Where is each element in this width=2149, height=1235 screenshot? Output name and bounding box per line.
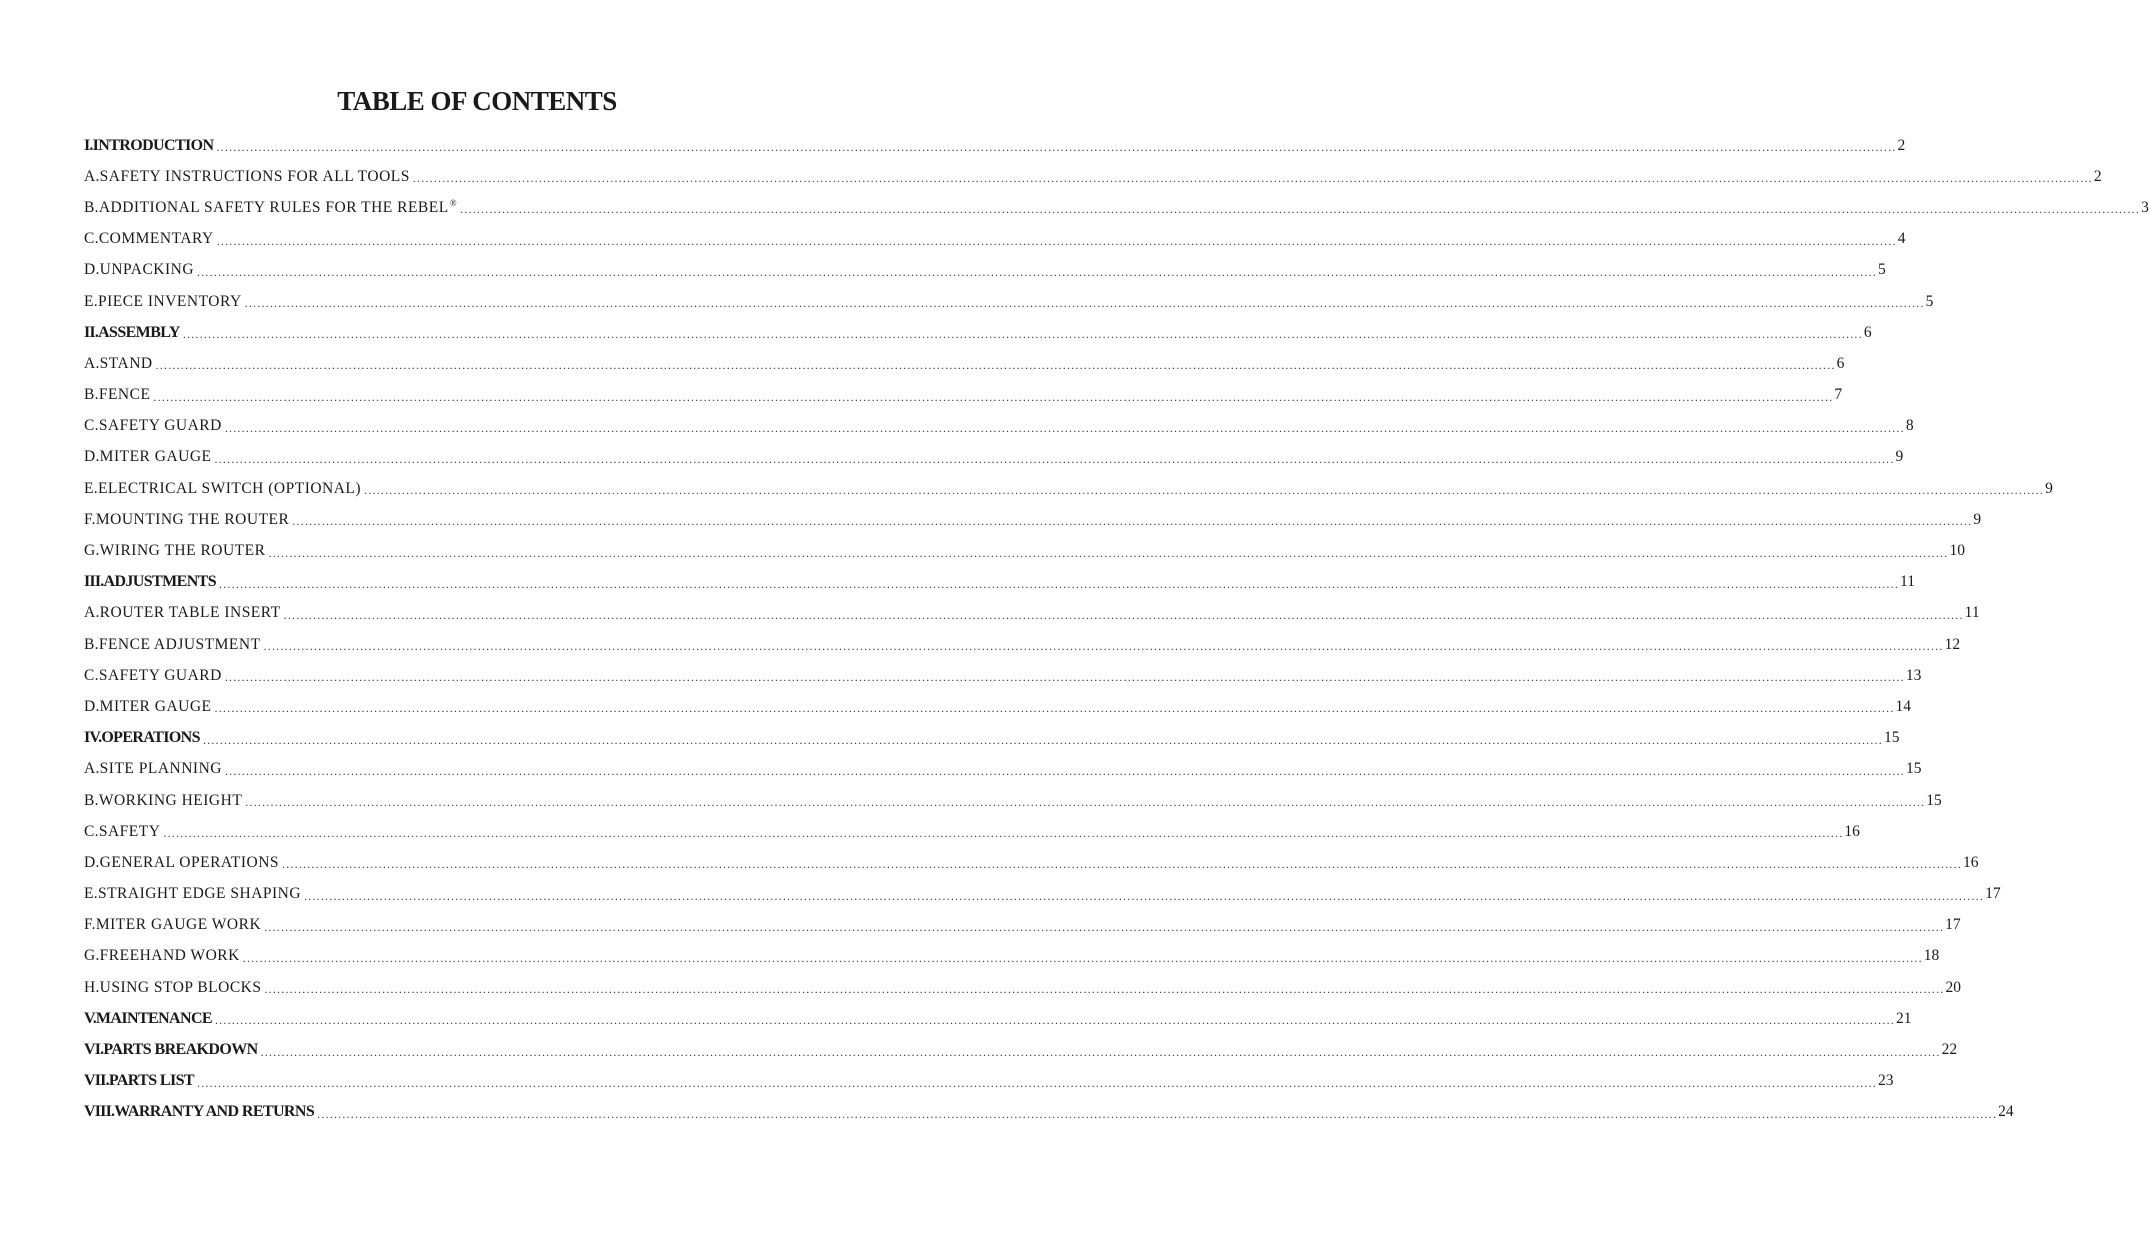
subsection-title — [99, 198, 457, 217]
page-number: 17 — [1985, 885, 2001, 903]
toc-section-entry[interactable] — [84, 723, 1900, 754]
subsection-title-text: SAFETY GUARD — [98, 666, 222, 684]
subsection-title — [100, 261, 194, 279]
page-number: 23 — [1878, 1072, 1894, 1090]
dot-leader: ................................................................................................................................................................................................................................................................................................................................................................................................................ — [163, 826, 1844, 841]
subsection-letter: A. — [84, 354, 100, 372]
dot-leader: ................................................................................................................................................................................................................................................................................................................................................................................................................ — [282, 857, 1963, 872]
toc-subsection-entry[interactable] — [84, 504, 1982, 535]
subsection-title — [100, 698, 212, 716]
subsection-letter: D. — [84, 697, 100, 715]
dot-leader: ................................................................................................................................................................................................................................................................................................................................................................................................................ — [317, 1106, 1998, 1121]
toc-subsection-entry[interactable] — [84, 411, 1914, 442]
page-number: 10 — [1949, 542, 1965, 560]
dot-leader: ................................................................................................................................................................................................................................................................................................................................................................................................................ — [283, 607, 1964, 622]
dot-leader: ................................................................................................................................................................................................................................................................................................................................................................................................................ — [202, 732, 1883, 747]
page-number: 21 — [1895, 1009, 1912, 1027]
subsection-title-text: SAFETY — [98, 822, 161, 840]
toc-subsection-entry[interactable] — [84, 816, 1860, 847]
page-number: 13 — [1905, 666, 1922, 684]
toc-subsection-entry[interactable] — [84, 286, 1934, 317]
page-number: 6 — [1836, 354, 1845, 372]
page-number: 5 — [1925, 292, 1934, 310]
toc-section-entry[interactable] — [84, 130, 1906, 161]
dot-leader: ................................................................................................................................................................................................................................................................................................................................................................................................................ — [224, 420, 1905, 435]
toc-subsection-entry[interactable] — [84, 161, 2102, 192]
section-numeral: V. — [84, 1009, 96, 1027]
section-title: MAINTENANCE — [95, 1009, 212, 1027]
subsection-title-text: MITER GAUGE WORK — [95, 916, 262, 934]
toc-subsection-entry[interactable] — [84, 691, 1912, 722]
page-number: 24 — [1998, 1103, 2014, 1121]
dot-leader: ................................................................................................................................................................................................................................................................................................................................................................................................................ — [214, 701, 1895, 716]
dot-leader: ................................................................................................................................................................................................................................................................................................................................................................................................................ — [224, 763, 1905, 778]
subsection-title — [96, 511, 289, 529]
page-number: 18 — [1923, 947, 1940, 965]
section-title: OPERATIONS — [101, 729, 200, 747]
page-number: 7 — [1834, 386, 1843, 404]
dot-leader: ................................................................................................................................................................................................................................................................................................................................................................................................................ — [216, 233, 1897, 248]
dot-leader: ................................................................................................................................................................................................................................................................................................................................................................................................................ — [412, 171, 2093, 186]
toc-subsection-entry[interactable] — [84, 847, 1979, 878]
section-numeral: II. — [84, 323, 99, 341]
dot-leader: ................................................................................................................................................................................................................................................................................................................................................................................................................ — [214, 451, 1895, 466]
page-number: 20 — [1945, 978, 1961, 996]
toc-subsection-entry[interactable] — [84, 224, 1906, 255]
toc-subsection-entry[interactable] — [84, 660, 1922, 691]
subsection-title — [99, 636, 261, 654]
dot-leader: ................................................................................................................................................................................................................................................................................................................................................................................................................ — [214, 1013, 1895, 1028]
subsection-title — [100, 854, 279, 872]
dot-leader: ................................................................................................................................................................................................................................................................................................................................................................................................................ — [264, 919, 1945, 934]
table-of-contents — [84, 130, 2149, 1128]
dot-leader: ................................................................................................................................................................................................................................................................................................................................................................................................................ — [263, 639, 1944, 654]
subsection-title-text: USING STOP BLOCKS — [99, 978, 262, 996]
subsection-title-text: SAFETY INSTRUCTIONS FOR ALL TOOLS — [99, 167, 410, 185]
toc-section-entry[interactable] — [84, 1034, 1958, 1065]
page-number: 11 — [1900, 573, 1915, 591]
page-number: 12 — [1944, 635, 1961, 653]
subsection-title-text: COMMENTARY — [98, 230, 214, 248]
subsection-title — [99, 667, 222, 685]
dot-leader: ................................................................................................................................................................................................................................................................................................................................................................................................................ — [197, 264, 1878, 279]
subsection-title — [98, 885, 301, 903]
section-numeral: III. — [84, 573, 104, 591]
subsection-letter: F. — [84, 510, 96, 528]
section-numeral: VIII. — [84, 1103, 115, 1121]
toc-section-entry[interactable] — [84, 1003, 1912, 1034]
toc-section-entry[interactable] — [84, 567, 1915, 598]
toc-subsection-entry[interactable] — [84, 785, 1942, 816]
subsection-title-text: FENCE — [98, 386, 151, 404]
dot-leader: ................................................................................................................................................................................................................................................................................................................................................................................................................ — [182, 327, 1863, 342]
toc-subsection-entry[interactable] — [84, 598, 1980, 629]
toc-subsection-entry[interactable] — [84, 348, 1845, 379]
toc-subsection-entry[interactable] — [84, 910, 1961, 941]
toc-subsection-entry[interactable] — [84, 442, 1904, 473]
subsection-title-text: ADDITIONAL SAFETY RULES FOR THE REBEL — [98, 199, 449, 217]
subsection-letter: G. — [84, 542, 100, 560]
section-title: ASSEMBLY — [98, 323, 180, 341]
page-number: 15 — [1926, 791, 1942, 809]
dot-leader: ................................................................................................................................................................................................................................................................................................................................................................................................................ — [460, 202, 2141, 217]
page-number: 2 — [1897, 136, 1906, 154]
subsection-letter: D. — [84, 261, 100, 279]
subsection-letter: B. — [84, 198, 99, 216]
section-title: WARRANTY AND RETURNS — [114, 1103, 315, 1121]
page-number: 16 — [1963, 853, 1979, 871]
toc-subsection-entry[interactable] — [84, 535, 1965, 566]
toc-section-entry[interactable] — [84, 1066, 1894, 1097]
page-number: 22 — [1941, 1041, 1958, 1059]
subsection-letter: A. — [84, 760, 100, 778]
section-numeral: VI. — [84, 1041, 104, 1059]
registered-mark: ® — [449, 198, 458, 209]
subsection-title — [100, 542, 266, 560]
page-number: 6 — [1863, 323, 1872, 341]
subsection-title-text: ELECTRICAL SWITCH (OPTIONAL) — [97, 479, 362, 497]
page-number: 5 — [1878, 261, 1886, 279]
toc-subsection-entry[interactable] — [84, 255, 1886, 286]
dot-leader: ................................................................................................................................................................................................................................................................................................................................................................................................................ — [292, 514, 1973, 529]
page-number: 9 — [1973, 510, 1982, 528]
subsection-title-text: SITE PLANNING — [99, 760, 222, 778]
dot-leader: ................................................................................................................................................................................................................................................................................................................................................................................................................ — [268, 545, 1949, 560]
subsection-letter: C. — [84, 822, 99, 840]
subsection-title-text: MITER GAUGE — [99, 697, 212, 715]
section-numeral: VII. — [84, 1072, 109, 1090]
subsection-letter: A. — [84, 604, 100, 622]
subsection-letter: E. — [84, 885, 98, 903]
subsection-title — [99, 417, 222, 435]
toc-subsection-entry[interactable] — [84, 380, 1843, 411]
page-number: 9 — [1895, 448, 1904, 466]
subsection-title-text: WIRING THE ROUTER — [99, 542, 266, 560]
subsection-letter: D. — [84, 448, 100, 466]
dot-leader: ................................................................................................................................................................................................................................................................................................................................................................................................................ — [197, 1075, 1877, 1090]
subsection-letter: G. — [84, 947, 100, 965]
section-numeral: I. — [84, 136, 93, 154]
toc-subsection-entry[interactable] — [84, 192, 2149, 223]
subsection-title-text: STRAIGHT EDGE SHAPING — [97, 885, 302, 903]
toc-subsection-entry[interactable] — [84, 879, 2001, 910]
subsection-letter: B. — [84, 791, 99, 809]
subsection-title-text: ROUTER TABLE INSERT — [99, 604, 281, 622]
subsection-title — [100, 760, 222, 778]
dot-leader: ................................................................................................................................................................................................................................................................................................................................................................................................................ — [364, 483, 2045, 498]
subsection-title-text: WORKING HEIGHT — [98, 791, 243, 809]
dot-leader: ................................................................................................................................................................................................................................................................................................................................................................................................................ — [155, 358, 1836, 373]
toc-subsection-entry[interactable] — [84, 941, 1940, 972]
subsection-title-text: SAFETY GUARD — [98, 417, 222, 435]
subsection-title — [99, 386, 151, 404]
subsection-title — [99, 230, 214, 248]
section-title: PARTS BREAKDOWN — [103, 1041, 258, 1059]
toc-section-entry[interactable] — [84, 317, 1872, 348]
subsection-title-text: STAND — [99, 354, 153, 372]
dot-leader: ................................................................................................................................................................................................................................................................................................................................................................................................................ — [219, 576, 1900, 591]
subsection-letter: C. — [84, 230, 99, 248]
subsection-title — [98, 480, 361, 498]
page-number: 3 — [2141, 198, 2149, 216]
dot-leader: ................................................................................................................................................................................................................................................................................................................................................................................................................ — [216, 140, 1897, 155]
dot-leader: ................................................................................................................................................................................................................................................................................................................................................................................................................ — [304, 888, 1985, 903]
subsection-title-text: PIECE INVENTORY — [97, 292, 242, 310]
subsection-title-text: FENCE ADJUSTMENT — [98, 635, 261, 653]
dot-leader: ................................................................................................................................................................................................................................................................................................................................................................................................................ — [153, 389, 1834, 404]
subsection-title — [100, 355, 153, 373]
subsection-letter: C. — [84, 417, 99, 435]
subsection-title — [99, 792, 242, 810]
subsection-title — [96, 916, 261, 934]
subsection-letter: D. — [84, 853, 100, 871]
dot-leader: ................................................................................................................................................................................................................................................................................................................................................................................................................ — [224, 670, 1905, 685]
dot-leader: ................................................................................................................................................................................................................................................................................................................................................................................................................ — [244, 296, 1925, 311]
subsection-title — [99, 823, 161, 841]
section-title: INTRODUCTION — [92, 136, 214, 154]
page-number: 11 — [1964, 604, 1980, 622]
subsection-title — [100, 947, 240, 965]
subsection-title-text: FREEHAND WORK — [99, 947, 240, 965]
page-number: 2 — [2093, 167, 2102, 185]
toc-subsection-entry[interactable] — [84, 972, 1961, 1003]
subsection-title-text: GENERAL OPERATIONS — [99, 853, 280, 871]
subsection-letter: E. — [84, 292, 98, 310]
subsection-letter: C. — [84, 666, 99, 684]
page-title: TABLE OF CONTENTS — [337, 86, 617, 116]
page-number: 17 — [1945, 916, 1961, 934]
section-title: ADJUSTMENTS — [103, 573, 217, 591]
toc-subsection-entry[interactable] — [84, 473, 2053, 504]
subsection-letter: A. — [84, 167, 100, 185]
dot-leader: ................................................................................................................................................................................................................................................................................................................................................................................................................ — [242, 950, 1923, 965]
dot-leader: ................................................................................................................................................................................................................................................................................................................................................................................................................ — [245, 795, 1926, 810]
subsection-title-text: MOUNTING THE ROUTER — [95, 510, 290, 528]
page-number: 8 — [1905, 417, 1914, 435]
page-number: 4 — [1897, 230, 1906, 248]
subsection-letter: B. — [84, 635, 99, 653]
page-number: 15 — [1883, 729, 1900, 747]
page-number: 16 — [1844, 822, 1860, 840]
page-number: 15 — [1905, 760, 1922, 778]
section-numeral: IV. — [84, 729, 102, 747]
toc-subsection-entry[interactable] — [84, 629, 1961, 660]
subsection-title — [98, 293, 242, 311]
dot-leader: ................................................................................................................................................................................................................................................................................................................................................................................................................ — [264, 982, 1945, 997]
subsection-letter: E. — [84, 479, 98, 497]
section-title: PARTS LIST — [108, 1072, 194, 1090]
subsection-letter: H. — [84, 978, 100, 996]
toc-section-entry[interactable] — [84, 1097, 2014, 1128]
subsection-letter: B. — [84, 386, 99, 404]
subsection-title — [100, 979, 262, 997]
page-number: 9 — [2045, 479, 2053, 497]
subsection-title — [100, 168, 410, 186]
dot-leader: ................................................................................................................................................................................................................................................................................................................................................................................................................ — [260, 1044, 1941, 1059]
subsection-title — [100, 604, 281, 622]
subsection-title — [100, 448, 212, 466]
toc-subsection-entry[interactable] — [84, 754, 1922, 785]
page-number: 14 — [1895, 697, 1912, 715]
subsection-letter: F. — [84, 916, 96, 934]
subsection-title-text: UNPACKING — [99, 261, 195, 279]
subsection-title-text: MITER GAUGE — [99, 448, 212, 466]
